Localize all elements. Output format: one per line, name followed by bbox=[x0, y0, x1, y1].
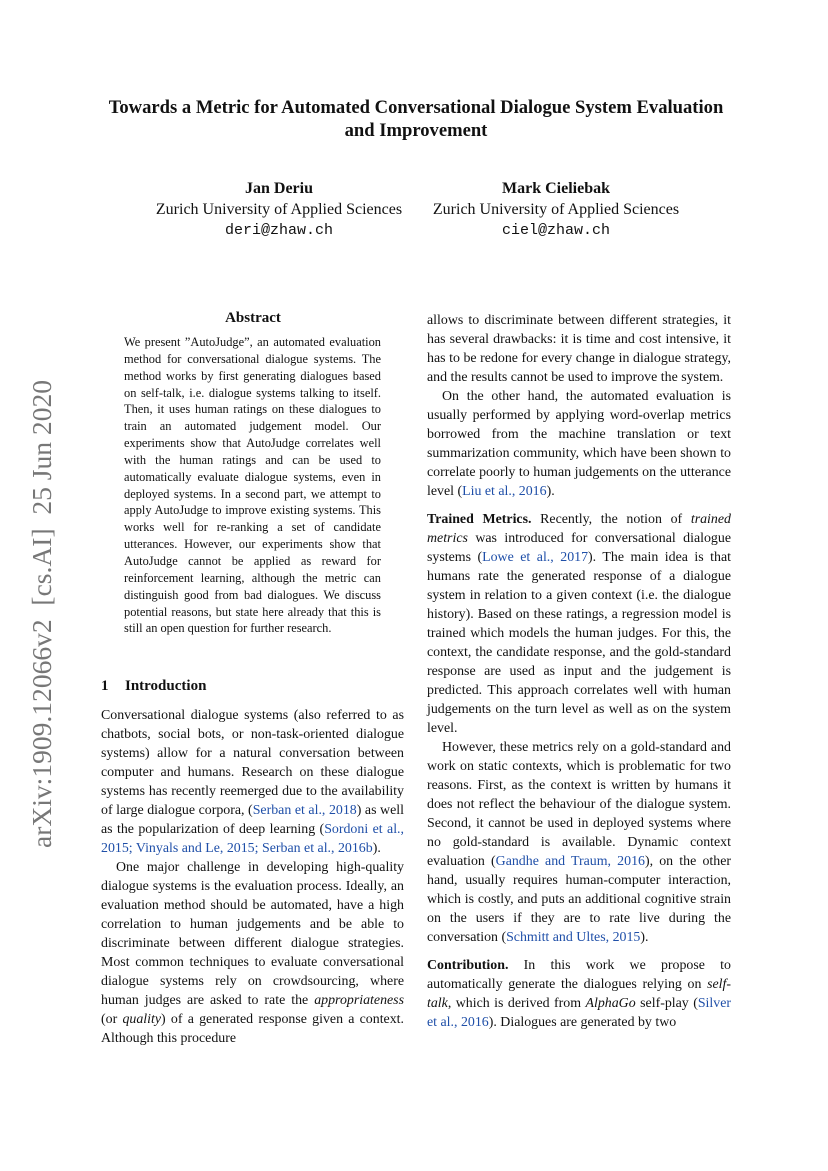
left-column bbox=[101, 706, 404, 1048]
citation-link[interactable]: Serban et al., 2018 bbox=[252, 803, 357, 818]
author-block-2 bbox=[420, 178, 692, 241]
paragraph-text: One major challenge in developing high-quality dialogue systems is the evaluation process. Ideally, an evaluation method should be automated, have a high correlation to human judgements and be able to discriminate between different dialogue strategies. Most common techniques to evaluate conversational dialogue systems rely on crowdsourcing, where human judges are asked to rate the bbox=[101, 860, 404, 1008]
author-affiliation: Zurich University of Applied Sciences bbox=[155, 201, 403, 218]
emphasis-text: AlphaGo bbox=[585, 996, 636, 1011]
author-email: deri@zhaw.ch bbox=[224, 222, 334, 239]
citation-link[interactable]: Sordoni et al., 2015 bbox=[101, 822, 404, 856]
paragraph-text: Conversational dialogue systems (also referred to as chatbots, social bots, or non-task-oriented dialogue systems) allow for a natural conversation between computer and humans. Research on these dialogue systems has recently reemerged due to the availability of large dialogue corpora, ( bbox=[101, 708, 404, 818]
paragraph-text: ). bbox=[372, 841, 381, 856]
paragraph-text: ) of a generated response given a context. Although this procedure bbox=[101, 1012, 405, 1046]
run-in-heading: Contribution. bbox=[427, 958, 509, 973]
intro-paragraph-continued: allows to discriminate between different strategies, it has several drawbacks: it is time and cost intensive, it has to be redone for every change in dialogue strategy, and the results cannot be used to improve the system. bbox=[427, 313, 731, 385]
citation-separator: ; bbox=[254, 841, 262, 856]
right-column bbox=[427, 311, 731, 1032]
paragraph-text: On the other hand, the automated evaluation is usually performed by applying word-overlap metrics borrowed from the machine translation or text summarization community, which have been shown to correlate poorly to human judgements on the utterance level ( bbox=[427, 389, 731, 499]
paragraph-text: was introduced for conversational dialogue systems ( bbox=[427, 531, 731, 565]
emphasis-text: quality bbox=[122, 1012, 162, 1027]
citation-link[interactable]: Gandhe and Traum, 2016 bbox=[495, 854, 645, 869]
section-title: Introduction bbox=[125, 678, 207, 694]
paragraph-text: ). bbox=[640, 930, 649, 945]
section-number: 1 bbox=[101, 678, 109, 694]
citation-link[interactable]: Schmitt and Ultes, 2015 bbox=[506, 930, 641, 945]
intro-paragraph-1 bbox=[101, 706, 404, 858]
run-in-heading: Trained Metrics. bbox=[427, 512, 532, 527]
arxiv-identifier-text: arXiv:1909.12066v2 [cs.AI] 25 Jun 2020 bbox=[26, 378, 57, 848]
emphasis-text: appropriateness bbox=[314, 993, 404, 1008]
paragraph-text: ) as well as the popularization of deep learning ( bbox=[101, 803, 404, 837]
citation-link[interactable]: Silver et al., 2016 bbox=[427, 996, 732, 1030]
emphasis-text: self-talk bbox=[427, 977, 731, 1011]
paragraph-text: self-play ( bbox=[635, 996, 698, 1011]
author-name: Jan Deriu bbox=[245, 180, 313, 197]
abstract-heading: Abstract bbox=[225, 310, 281, 326]
author-block-1 bbox=[141, 178, 417, 241]
paragraph-text: , which is derived from bbox=[447, 996, 586, 1011]
intro-paragraph-2 bbox=[101, 858, 404, 1048]
citation-link[interactable]: Lowe et al., 2017 bbox=[482, 550, 589, 565]
intro-paragraph-3 bbox=[427, 387, 731, 501]
trained-metrics-paragraph bbox=[427, 510, 731, 738]
author-name: Mark Cieliebak bbox=[502, 180, 610, 197]
citation-link[interactable]: Liu et al., 2016 bbox=[462, 484, 547, 499]
citation-separator: ; bbox=[128, 841, 136, 856]
emphasis-text: trained metrics bbox=[427, 512, 731, 546]
paper-title: Towards a Metric for Automated Conversational Dialogue System Evaluation and Improvement bbox=[108, 97, 724, 141]
citation-link[interactable]: Serban et al., 2016b bbox=[261, 841, 373, 856]
section-heading-introduction bbox=[101, 678, 403, 695]
paragraph-text: ). Dialogues are generated by two bbox=[488, 1015, 677, 1030]
paragraph-text: Recently, the notion of bbox=[531, 512, 691, 527]
abstract-text: We present ”AutoJudge”, an automated evaluation method for conversational dialogue systems. The method works by first generating dialogues based on self-talk, i.e. dialogue systems talking to itself. Then, it uses human ratings on these dialogues to train an automated judgement model. Our experiments show that AutoJudge correlates well with the human ratings and can be used to automatically evaluate dialogue systems, even in deployed systems. In a second part, we attempt to apply AutoJudge to improve existing systems. This works well for re-ranking a set of candidate utterances. However, our experiments show that AutoJudge cannot be applied as reward for reinforcement learning, although the metric can distinguish good from bad dialogues. We discuss potential reasons, but state here already that this is still an open question for further research. bbox=[124, 335, 381, 636]
paragraph-text: In this work we propose to automatically generate the dialogues relying on bbox=[427, 958, 731, 992]
intro-paragraph-4 bbox=[427, 738, 731, 947]
citation-link[interactable]: Vinyals and Le, 2015 bbox=[135, 841, 255, 856]
paragraph-text: However, these metrics rely on a gold-standard and work on static contexts, which is problematic for two reasons. First, as the context is written by humans it does not reflect the behaviour of the dialogue system. Second, it cannot be used in deployed systems where no gold-standard is available. Dynamic context evaluation ( bbox=[427, 740, 731, 869]
paragraph-text: ). The main idea is that humans rate the generated response of a dialogue system in relation to a given context (i.e. the dialogue history). Based on these ratings, a regression model is trained which models the human judges. For this, the context, the candidate response, and the gold-standard response are used as input and the judgement is predicted. This approach correlates well with human judgements on the turn level as well as on the system level. bbox=[427, 550, 732, 736]
paragraph-text: (or bbox=[101, 1012, 123, 1027]
paragraph-text: ). bbox=[546, 484, 555, 499]
arxiv-side-identifier bbox=[16, 378, 60, 850]
paragraph-text: ), on the other hand, usually requires human-computer interaction, which is costly, and puts an additional cognitive strain on the users if they are to rate live during the conversation ( bbox=[427, 854, 731, 945]
author-email: ciel@zhaw.ch bbox=[501, 222, 611, 239]
contribution-paragraph bbox=[427, 956, 731, 1032]
author-affiliation: Zurich University of Applied Sciences bbox=[432, 201, 680, 218]
